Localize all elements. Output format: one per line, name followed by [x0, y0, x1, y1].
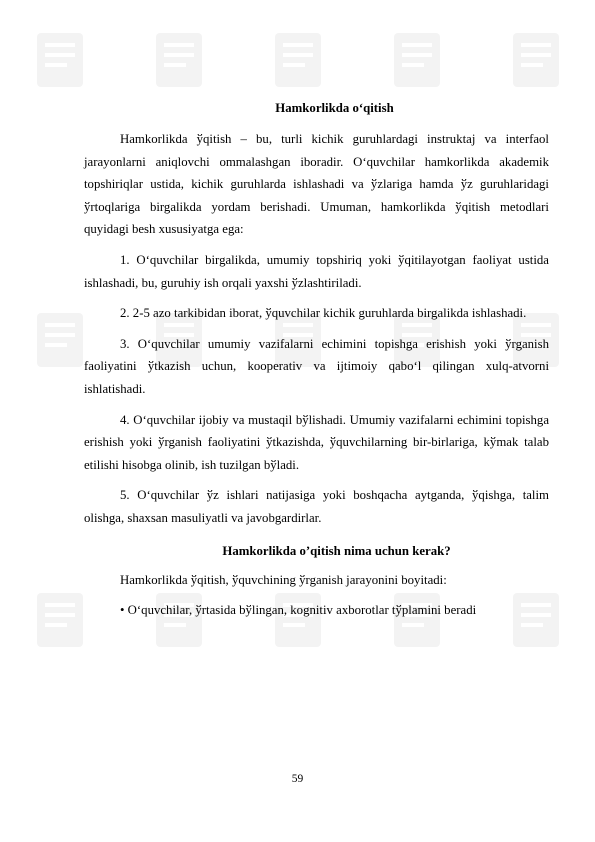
watermark-row [0, 20, 595, 100]
paragraph-item-1: 1. O‘quvchilar birgalikda, umumiy topshiriq yoki ўqitilayotgan faoliyat ustida ishlashadi, bu, guruhiy ish orqali yaxshi ўzlashtiriladi. [84, 252, 549, 290]
document-watermark-icon [144, 25, 214, 95]
document-watermark-icon [382, 25, 452, 95]
paragraph-item-2: 2. 2-5 azo tarkibidan iborat, ўquvchilar kichik guruhlarda birgalikda ishlashadi. [120, 306, 527, 321]
document-body [84, 101, 549, 630]
section-title: Hamkorlikda o‘qitish [275, 101, 394, 115]
paragraph-item-5: 5. O‘quvchilar ўz ishlari natijasiga yoki boshqacha aytganda, ўqishga, talim olishga, shaxsan masuliyatli va javobgardirlar. [84, 488, 549, 525]
paragraph-intro: Hamkorlikda ўqitish – bu, turli kichik guruhlardagi instruktaj va interfaol jarayonlarni aniqlovchi ommalashgan iboradir. O‘quvchilar hamkorlikda akademik topshiriqlar ustida, kichik guruhlarda ishlashadi va ўzlariga hamda ўz guruhlaridagi ўrtoqlariga birgalikda yordam berishadi. Umuman, hamkorlikda ўqitish metodlari quyidagi besh xususiyatga ega: [84, 132, 549, 237]
document-watermark-icon [501, 25, 571, 95]
page-number: 59 [291, 773, 304, 785]
paragraph-item-4: 4. O‘quvchilar ijobiy va mustaqil bўlishadi. Umumiy vazifalarni echimini topishga erishish yoki ўrganish faoliyatini ўtkazishda, ўquvchilarning bir-birlariga, kўmak talab etilishi hisobga olinib, ish tuzilgan bўladi. [84, 412, 549, 472]
section-subtitle: Hamkorlikda o’qitish nima uchun kerak? [222, 543, 451, 558]
paragraph-item-3: 3. O‘quvchilar umumiy vazifalarni echimini topishga erishish yoki ўrganish faoliyatini ўtkazish uchun, kooperativ va ijtimoiy qabo‘l qilingan xulq-atvorni ishlatishadi. [84, 336, 549, 396]
document-watermark-icon [263, 25, 333, 95]
paragraph-why: Hamkorlikda ўqitish, ўquvchining ўrganish jarayonini boyitadi: [120, 572, 447, 587]
bullet-item: • O‘quvchilar, ўrtasida bўlingan, kognitiv axborotlar tўplamini beradi [120, 603, 477, 618]
document-watermark-icon [25, 25, 95, 95]
